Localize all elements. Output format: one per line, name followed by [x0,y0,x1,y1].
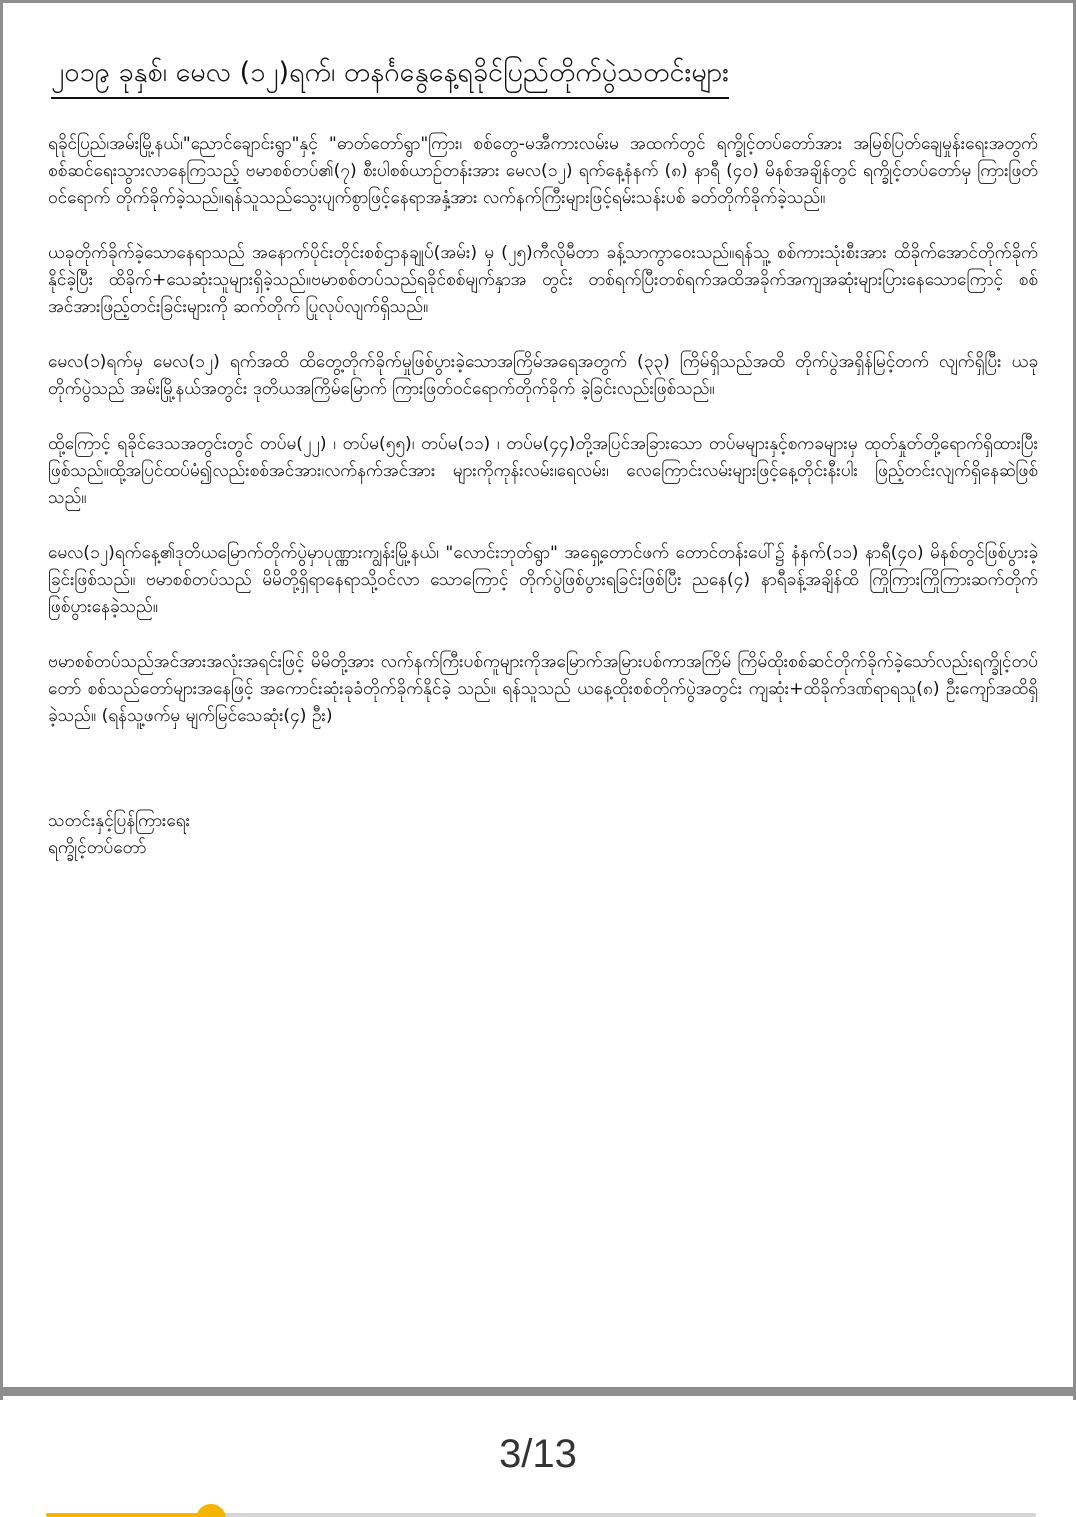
document-body [48,53,1038,862]
paragraph: မေလ(၁)ရက်မှ မေလ(၁၂) ရက်အထိ ထိတွေ့တိုက်ခိုက်မှုဖြစ်ပွားခဲ့သောအကြိမ်အရေအတွက် (၃၃) ကြိမ်ရှိသည်အထိ တိုက်ပွဲအရှိန်မြင့်တက် လျက်ရှိပြီး ယခုတိုက်ပွဲသည် အမ်းမြို့နယ်အတွင်း ဒုတိယအကြိမ်မြောက် ကြားဖြတ်ဝင်ရောက်တိုက်ခိုက် ခဲ့ခြင်းလည်းဖြစ်သည်။ [48,352,1038,399]
signature-department: သတင်းနှင့်ပြန်ကြားရေး [48,811,190,831]
page-progress-fill [46,1513,211,1517]
signature-organization: ရက္ခိုင့်တပ်တော် [48,838,147,858]
paragraph: ဗမာစစ်တပ်သည်အင်အားအလုံးအရင်းဖြင့် မိမိတို့အား လက်နက်ကြီးပစ်ကူများကိုအမြောက်အမြားပစ်ကာအကြိမ် ကြိမ်ထိုးစစ်ဆင်တိုက်ခိုက်ခဲ့သော်လည်းရက္ခိုင့်တပ်တော် စစ်သည်တော်များအနေဖြင့် အကောင်းဆုံးခုခံတိုက်ခိုက်နိုင်ခဲ့ သည်။ ရန်သူသည် ယနေ့ထိုးစစ်တိုက်ပွဲအတွင်း ကျဆုံး+ထိခိုက်ဒဏ်ရာရသူ(၈) ဦးကျော်အထိရှိခဲ့သည်။ (ရန်သူ့ဖက်မှ မျက်မြင်သေဆုံး(၄) ဦး) [48,652,1038,726]
paragraph: ရခိုင်ပြည်၊အမ်းမြို့နယ်၊"ညောင်ချောင်းရွာ"နှင့် "ဓာတ်တော်ရွာ"ကြား၊ စစ်တွေ-မအီကားလမ်းမ အထက်တွင် ရက္ခိုင့်တပ်တော်အား အမြစ်ပြတ်ချေမှုန်းရေးအတွက် စစ်ဆင်ရေးသွားလာနေကြသည့် ဗမာစစ်တပ်၏(၇) စီးပါစစ်ယာဉ်တန်းအား မေလ(၁၂) ရက်နေ့နံနက် (၈) နာရီ (၄၀) မိနစ်အချိန်တွင် ရက္ခိုင့်တပ်တော်မှ ကြားဖြတ်ဝင်ရောက် တိုက်ခိုက်ခဲ့သည်။ရန်သူသည်သွေးပျက်စွာဖြင့်နေရာအနှံ့အား လက်နက်ကြီးများဖြင့်ရမ်းသန်းပစ် ခတ်တိုက်ခိုက်ခဲ့သည်။ [48,134,1038,208]
document-title: ၂၀၁၉ ခုနှစ်၊ မေလ (၁၂)ရက်၊ တနင်္ဂနွေနေ့ရခိုင်ပြည်တိုက်ပွဲသတင်းများ [51,53,729,99]
signature-block [48,808,1038,862]
paragraph: ထို့ကြောင့် ရခိုင်ဒေသအတွင်းတွင် တပ်မ(၂၂) ၊ တပ်မ(၅၅)၊ တပ်မ(၁၁) ၊ တပ်မ(၄၄)တို့အပြင်အခြားသော တပ်မများနှင့်စကခများမှ ထုတ်နှုတ်တို့ရောက်ရှိထားပြီးဖြစ်သည်။ထို့အပြင်ထပ်မံ၍လည်းစစ်အင်အား၊လက်နက်အင်အား များကိုကုန်းလမ်း၊ရေလမ်း၊ လေကြောင်းလမ်းများဖြင့်နေ့တိုင်းနီးပါး ဖြည့်တင်းလျက်ရှိနေဆဲဖြစ် သည်။ [48,434,1038,508]
page-progress-thumb[interactable] [196,1504,226,1517]
page-divider [0,1387,1076,1396]
paragraph: မေလ(၁၂)ရက်နေ့၏ဒုတိယမြောက်တိုက်ပွဲမှာပုဏ္ဏားကျွန်းမြို့နယ်၊ "လောင်းဘုတ်ရွာ" အရှေ့တောင်ဖက် တောင်တန်းပေါ်၌ နံနက်(၁၁) နာရီ(၄၀) မိနစ်တွင်ဖြစ်ပွားခဲ့ခြင်းဖြစ်သည်။ ဗမာစစ်တပ်သည် မိမိတို့ရှိရာနေရာသို့ဝင်လာ သောကြောင့် တိုက်ပွဲဖြစ်ပွားရခြင်းဖြစ်ပြီး ညနေ(၄) နာရီခန့်အချိန်ထိ ကြိုကြားကြိုကြားဆက်တိုက်ဖြစ်ပွားနေခဲ့သည်။ [48,543,1038,617]
paragraph: ယခုတိုက်ခိုက်ခဲ့သောနေရာသည် အနောက်ပိုင်းတိုင်းစစ်ဌာနချုပ်(အမ်း) မှ (၂၅)ကီလိုမီတာ ခန့်သာကွာဝေးသည်။ရန်သူ့ စစ်ကားသုံးစီးအား ထိခိုက်အောင်တိုက်ခိုက်နိုင်ခဲ့ပြီး ထိခိုက်+သေဆုံးသူများရှိခဲ့သည်။ဗမာစစ်တပ်သည်ရခိုင်စစ်မျက်နှာအ တွင်း တစ်ရက်ပြီးတစ်ရက်အထိအခိုက်အကျအဆုံးများပြားနေသောကြောင့် စစ်အင်အားဖြည့်တင်းခြင်းများကို ဆက်တိုက် ပြုလုပ်လျက်ရှိသည်။ [48,243,1038,317]
page-indicator: 3/13 [499,1432,577,1476]
page-progress-slider[interactable] [46,1513,1036,1517]
